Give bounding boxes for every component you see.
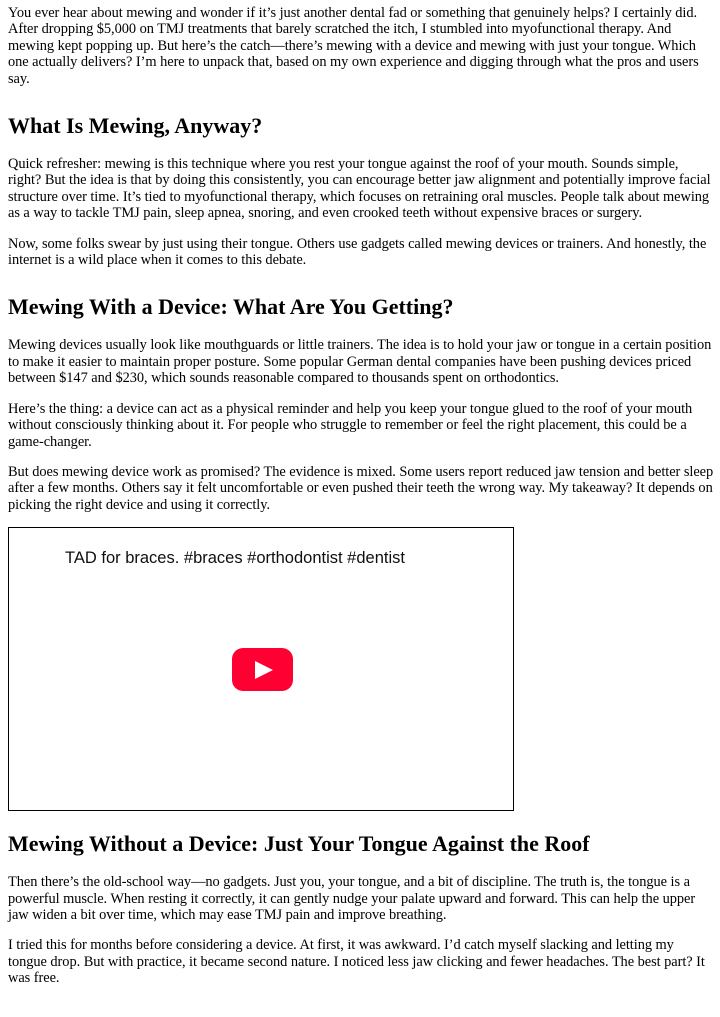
paragraph: Now, some folks swear by just using their tongue. Others use gadgets called mewing devices or trainers. And honestly, the internet is a wild place when it comes to this debate. xyxy=(8,235,707,269)
paragraph: Here’s the thing: a device can act as a physical reminder and help you keep your tongue glued to the roof of your mouth without consciously thinking about it. For people who struggle to remember or feel the right placement, this could be a game-changer. xyxy=(8,400,693,450)
play-icon xyxy=(255,661,273,679)
video-title[interactable]: TAD for braces. #braces #orthodontist #dentist xyxy=(65,549,405,568)
section-heading-what-is-mewing: What Is Mewing, Anyway? xyxy=(8,113,263,139)
paragraph: But does mewing device work as promised? The evidence is mixed. Some users report reduced jaw tension and better sleep after a few months. Others say it felt uncomfortable or even pushed their teeth the wrong way. My takeaway? It depends on picking the right device and using it correctly. xyxy=(8,463,714,513)
play-button[interactable] xyxy=(232,648,293,691)
paragraph: I tried this for months before considering a device. At first, it was awkward. I’d catch myself slacking and letting my tongue drop. But with practice, it became second nature. I noticed less jaw clicking and fewer headaches. The best part? It was free. xyxy=(8,937,705,987)
video-embed[interactable] xyxy=(8,527,514,811)
article xyxy=(8,5,714,1001)
paragraph: Quick refresher: mewing is this technique where you rest your tongue against the roof of your mouth. Sounds simple, right? But the idea is that by doing this consistently, you can encourage better jaw alignment and potentially improve facial structure over time. It’s tied to myofunctional therapy, which focuses on retraining oral muscles. People talk about mewing as a way to tackle TMJ pain, sleep apnea, snoring, and even crooked teeth without expensive braces or surgery. xyxy=(8,156,711,222)
section-heading-mewing-without-device: Mewing Without a Device: Just Your Tongue Against the Roof xyxy=(8,831,590,857)
paragraph: Mewing devices usually look like mouthguards or little trainers. The idea is to hold your jaw or tongue in a certain position to make it easier to maintain proper posture. Some popular German dental companies have been pushing devices priced between $147 and $230, which sounds reasonable compared to thousands spent on orthodontics. xyxy=(8,337,712,387)
paragraph: Then there’s the old-school way—no gadgets. Just you, your tongue, and a bit of discipline. The truth is, the tongue is a powerful muscle. When resting it correctly, it can gently nudge your palate upward and forward. This can help the upper jaw widen a bit over time, which may ease TMJ pain and improve breathing. xyxy=(8,874,696,923)
section-heading-mewing-with-device: Mewing With a Device: What Are You Getting? xyxy=(8,294,454,320)
intro-paragraph: You ever hear about mewing and wonder if it’s just another dental fad or something that genuinely helps? I certainly did. After dropping $5,000 on TMJ treatments that barely scratched the itch, I stumbled into myofunctional therapy. And mewing kept popping up. But here’s the catch—there’s mewing with a device and mewing with just your tongue. Which one actually delivers? I’m here to unpack that, based on my own experience and digging through what the pros and users say. xyxy=(8,5,699,87)
